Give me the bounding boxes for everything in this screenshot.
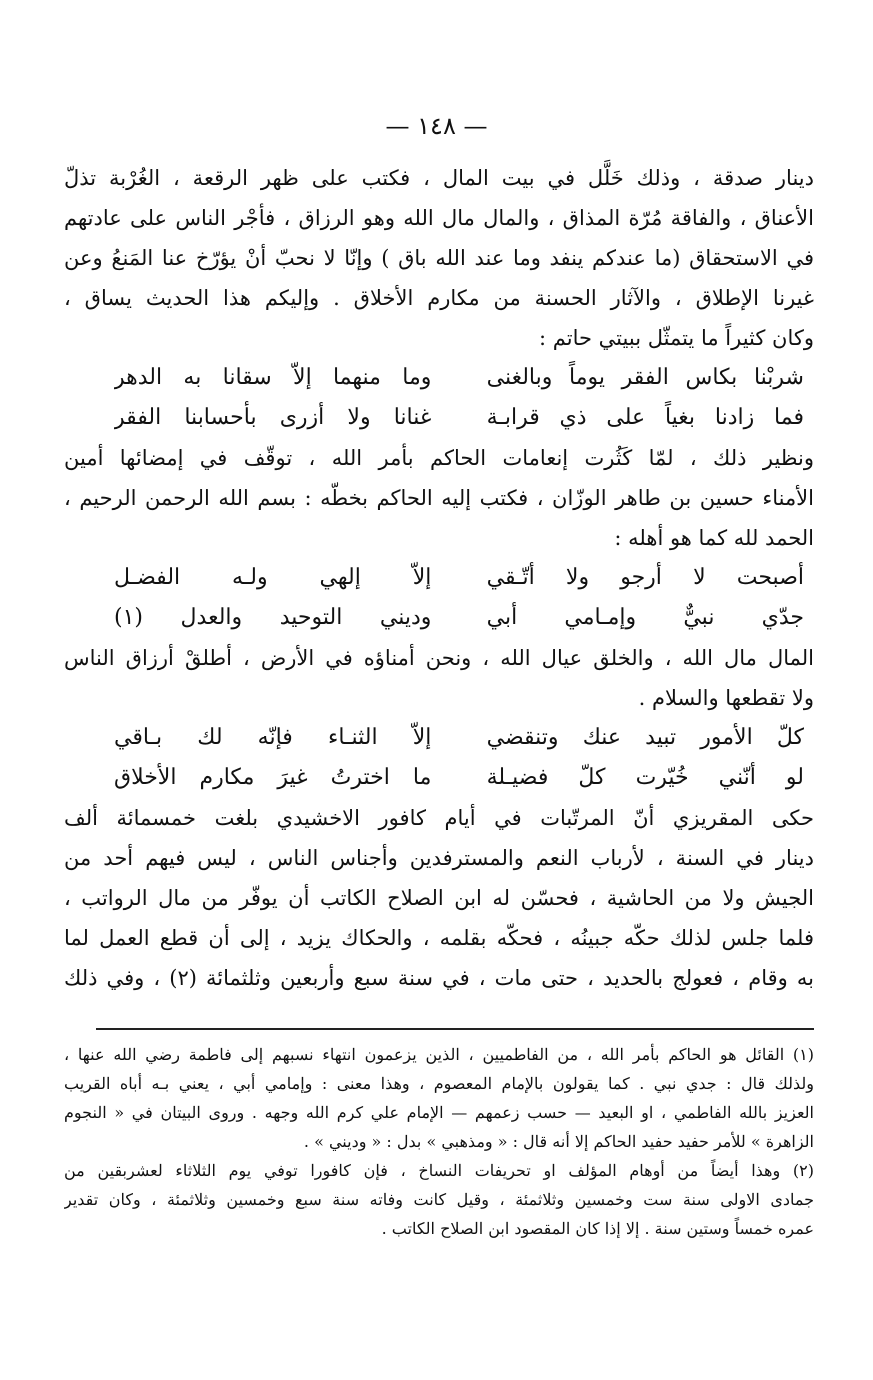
poem-verse <box>64 718 814 758</box>
verse-second-hemistich: وديني التوحيد والعدل (١) <box>114 605 432 630</box>
verse-first-hemistich: جدّي نبيٌّ وإمـامي أبي <box>486 605 804 630</box>
verse-first-hemistich: فما زادنا بغياً على ذي قرابـة <box>486 405 804 430</box>
footnotes <box>64 1040 814 1243</box>
poem-verse <box>64 398 814 438</box>
verse-first-hemistich: شربْنا بكاس الفقر يوماً وبالغنى <box>486 365 804 390</box>
text-line: به وقام ، فعولج بالحديد ، حتى مات ، في سنة سبع وأربعين وثلثمائة (٢) ، وفي ذلك <box>64 966 814 990</box>
text-line: دينار صدقة ، وذلك خَلَّل في بيت المال ، فكتب على ظهر الرقعة ، الغُرْبة تذلّ <box>64 166 814 190</box>
footnote-divider <box>96 1028 814 1030</box>
verse-second-hemistich: ما اخترتُ غيرَ مكارم الأخلاق <box>114 765 432 790</box>
poem-verse <box>64 358 814 398</box>
verse-first-hemistich: كلّ الأمور تبيد عنك وتنقضي <box>486 725 804 750</box>
verse-first-hemistich: لو أنّني خُيّرت كلّ فضيـلة <box>486 765 804 790</box>
text-line: الجيش ولا من الحاشية ، فحسّن له ابن الصلاح الكاتب أن يوفّر من مال الرواتب ، <box>64 886 814 910</box>
text-line: فلما جلس لذلك حكّه جبينُه ، فحكّه بقلمه ، والحكاك يزيد ، إلى أن قطع العمل لما <box>64 926 814 950</box>
text-line: الأمناء حسين بن طاهر الوزّان ، فكتب إليه الحاكم بخطّه : بسم الله الرحمن الرحيم ، <box>64 486 814 510</box>
text-line: دينار في السنة ، لأرباب النعم والمسترفدين وأجناس الناس ، ليس فيهم أحد من <box>64 846 814 870</box>
footnote-line: عمره خمساً وستين سنة . إلا إذا كان المقصود ابن الصلاح الكاتب . <box>381 1219 814 1238</box>
text-line: الأعناق ، والفاقة مُرّة المذاق ، والمال مال الله وهو الرزاق ، فأجْر الناس على عادتهم <box>64 206 814 230</box>
text-line: ونظير ذلك ، لمّا كَثُرت إنعامات الحاكم بأمر الله ، توقّف في إمضائها أمين <box>64 446 814 470</box>
main-text <box>64 158 814 998</box>
poem-verse <box>64 598 814 638</box>
text-line: المال مال الله ، والخلق عيال الله ، ونحن أمناؤه في الأرض ، أطلقْ أرزاق الناس <box>64 646 814 670</box>
text-line: غيرنا الإطلاق ، والآثار الحسنة من مكارم الأخلاق . وإليكم هذا الحديث يساق ، <box>64 286 814 310</box>
text-line: في الاستحقاق (ما عندكم ينفد وما عند الله باق ) وإنّا لا نحبّ أنْ يؤرّخ عنا المَنعُ وعن <box>64 246 814 270</box>
text-line: وكان كثيراً ما يتمثّل ببيتي حاتم : <box>539 326 814 350</box>
footnote-line: العزيز بالله الفاطمي ، او البعيد — حسب زعمهم — الإمام علي كرم الله وجهه . وروى البيتان في « النجوم <box>64 1103 814 1122</box>
verse-second-hemistich: غنانا ولا أزرى بأحسابنا الفقر <box>114 405 432 430</box>
footnote-line: جمادى الاولى سنة ست وخمسين وثلاثمئة ، وقيل كانت وفاته سنة سبع وخمسين وثلاثمئة ، وكان تقدير <box>64 1190 814 1209</box>
footnote-line: (١) القائل هو الحاكم بأمر الله ، من الفاطميين ، الذين يزعمون انتهاء نسبهم إلى فاطمة رضي الله عنها ، <box>64 1045 814 1064</box>
verse-second-hemistich: وما منهما إلاّ سقانا به الدهر <box>114 365 432 390</box>
text-line: حكى المقريزي أنّ المرتّبات في أيام كافور الاخشيدي بلغت خمسمائة ألف <box>64 806 814 830</box>
page-number: — ١٤٨ — <box>385 112 488 140</box>
verse-second-hemistich: إلاّ إلهي ولـه الفضـل <box>114 565 432 590</box>
footnote-line: (٢) وهذا أيضاً من أوهام المؤلف او تحريفات النساخ ، فإن كافورا توفي يوم الثلاثاء لعشربقين من <box>64 1161 814 1180</box>
verse-first-hemistich: أصبحت لا أرجو ولا أتّـقي <box>486 565 804 590</box>
text-line: الحمد لله كما هو أهله : <box>614 526 814 550</box>
verse-second-hemistich: إلاّ الثنـاء فإنّه لك بـاقي <box>114 725 432 750</box>
text-line: ولا تقطعها والسلام . <box>638 686 814 710</box>
footnote-line: ولذلك قال : جدي نبي . كما يقولون بالإمام المعصوم ، وهذا معنى : وإمامي أبي ، يعني بـه أباه القريب <box>64 1074 814 1093</box>
footnote-line: الزاهرة » للأمر حفيد حفيد الحاكم إلا أنه قال : « ومذهبي » بدل : « وديني » . <box>303 1132 814 1151</box>
poem-verse <box>64 558 814 598</box>
poem-verse <box>64 758 814 798</box>
